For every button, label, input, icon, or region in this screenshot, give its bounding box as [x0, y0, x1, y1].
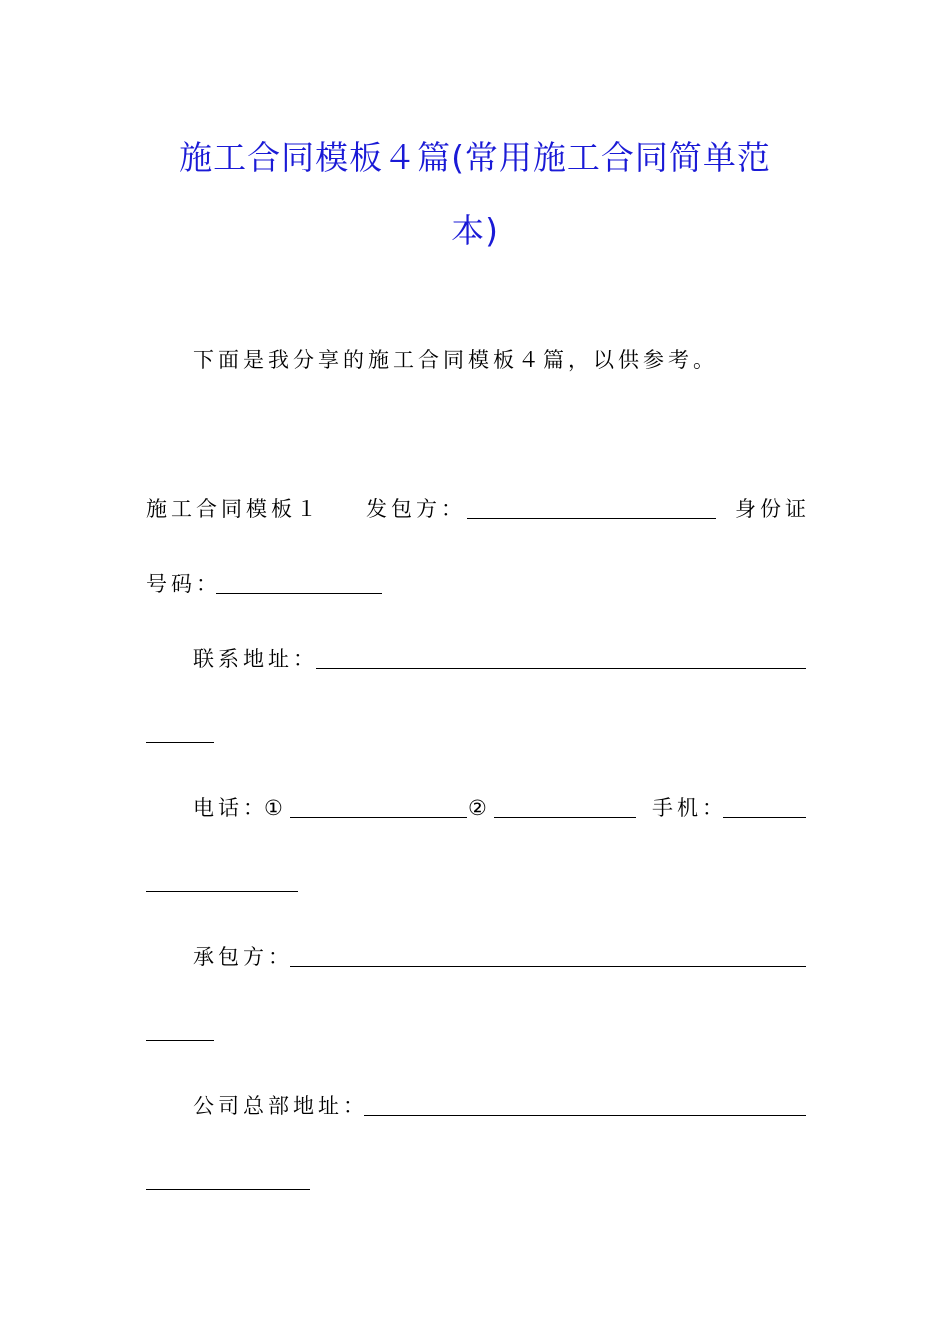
contact-address-label: 联系地址：	[193, 647, 318, 671]
employer-blank	[467, 518, 716, 519]
contact-address-blank	[316, 668, 806, 669]
phone-label: 电话：	[193, 796, 268, 820]
id-number-label-part2: 号码：	[146, 572, 221, 596]
document-title-line-2: 本)	[451, 211, 499, 250]
document-title-line-1: 施工合同模板４篇(常用施工合同简单范	[179, 138, 771, 177]
intro-paragraph: 下面是我分享的施工合同模板４篇，以供参考。	[193, 348, 718, 372]
phone-mark-2: ②	[468, 796, 491, 820]
hq-address-blank	[364, 1115, 806, 1116]
contact-address-blank-continued	[146, 742, 214, 743]
hq-address-label: 公司总部地址：	[193, 1094, 368, 1118]
employer-label: 发包方：	[366, 497, 466, 521]
contractor-label: 承包方：	[193, 945, 293, 969]
contractor-blank-continued	[146, 1040, 214, 1041]
mobile-blank	[723, 817, 806, 818]
phone-1-blank	[290, 817, 467, 818]
mobile-label: 手机：	[652, 796, 727, 820]
phone-mark-1: ①	[264, 796, 287, 820]
contractor-blank	[290, 966, 806, 967]
hq-address-blank-continued	[146, 1189, 310, 1190]
contract-heading: 施工合同模板１	[146, 497, 321, 521]
id-number-label-part1: 身份证	[735, 497, 810, 521]
mobile-blank-continued	[146, 891, 298, 892]
id-number-blank	[216, 593, 382, 594]
phone-2-blank	[494, 817, 636, 818]
